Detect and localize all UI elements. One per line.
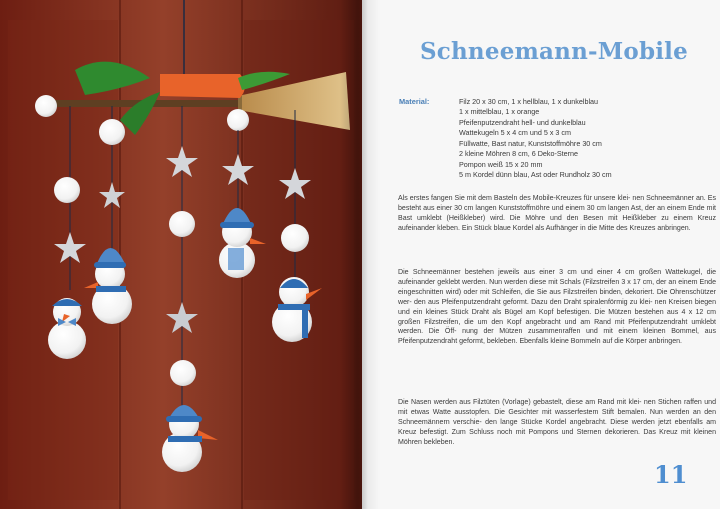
material-item: 5 m Kordel dünn blau, Ast oder Rundholz 30 cm — [459, 170, 612, 180]
pompon — [54, 177, 80, 203]
material-item: Filz 20 x 30 cm, 1 x hellblau, 1 x dunkelblau — [459, 97, 599, 106]
instruction-paragraph: Die Nasen werden aus Filztüten (Vorlage) gebastelt, diese am Rand mit klei- nen Stichen raffen und mit etwas Watte ausstopfen. Die Gesichter mit wasserfestem Stift bemalen. Nun werden an den Schneemännern verschie- den lange Stücke Kordel angebracht. Diese werden jetzt ebenfalls am Kreuz befestigt. Zum Schluss noch mit Pompons und Sternen dekorieren. Das Kreuz mit kleinen Möhren bekleben. — [398, 399, 716, 446]
carrot — [160, 74, 245, 98]
page-title: Schneemann-Mobile — [420, 38, 688, 65]
material-item: 2 kleine Möhren 8 cm, 6 Deko-Sterne — [459, 149, 579, 159]
materials-label: Material: — [399, 97, 430, 106]
pompon — [99, 119, 125, 145]
pompon — [227, 109, 249, 131]
material-item: Wattekugeln 5 x 4 cm und 5 x 3 cm — [459, 128, 571, 138]
instruction-paragraph: Als erstes fangen Sie mit dem Basteln des Mobile-Kreuzes für unsere klei- nen Schneemänner an. Es besteht aus einer 30 cm langen Kunststoffmöhre und einem 30 cm langen Ast, der an einem Ende mit Bast umklebt (Heißkleber) wird. Die Möhre und den Besen mit Heißkleber zu einem Kreuz aufeinander kleben. Ein Stück blaue Kordel als Aufhänger in die Mitte des Kreuzes anbringen. — [398, 195, 716, 232]
instruction-page — [368, 0, 720, 509]
page-number: 11 — [654, 460, 688, 489]
pompon — [281, 224, 309, 252]
pompon — [35, 95, 57, 117]
instruction-paragraph: Die Schneemänner bestehen jeweils aus einer 3 cm und einer 4 cm großen Wattekugel, die aufeinander geklebt werden. Nun werden diese mit Schals (Filzstreifen 3 x 17 cm, der an einem Ende eingeschnitten wird) oder mit Schleifen, die Sie aus Filzstreifen binden, dekoriert. Die Ohrenschützer wer- den aus Pfeifenputzendraht geformt. Dazu den Draht spiralenförmig zu klei- nen Kreisen biegen und ein kleines Stück Draht als Bügel am Kopf befestigen. Die Mützen bestehen aus 4 x 12 cm großen Filzstreifen, die um den Kopf angebracht und am Rand mit Pfeifenputzendraht umklebt werden. Die Öff- nung der Mützen zusammenraffen und mit einem kleinen Bommel, aus Pfeifenputzendraht geformt, bekleben. Ebenfalls kleine Bommeln auf die Körper anbringen. — [398, 269, 716, 346]
material-item: Füllwatte, Bast natur, Kunststoffmöhre 30 cm — [459, 138, 602, 148]
materials-list — [459, 97, 709, 181]
material-item: Pfeifenputzendraht hell- und dunkelblau — [459, 117, 586, 127]
pompon — [169, 211, 195, 237]
pompon — [170, 360, 196, 386]
material-item: Pompon weiß 15 x 20 mm — [459, 159, 543, 169]
material-item: 1 x mittelblau, 1 x orange — [459, 107, 540, 117]
